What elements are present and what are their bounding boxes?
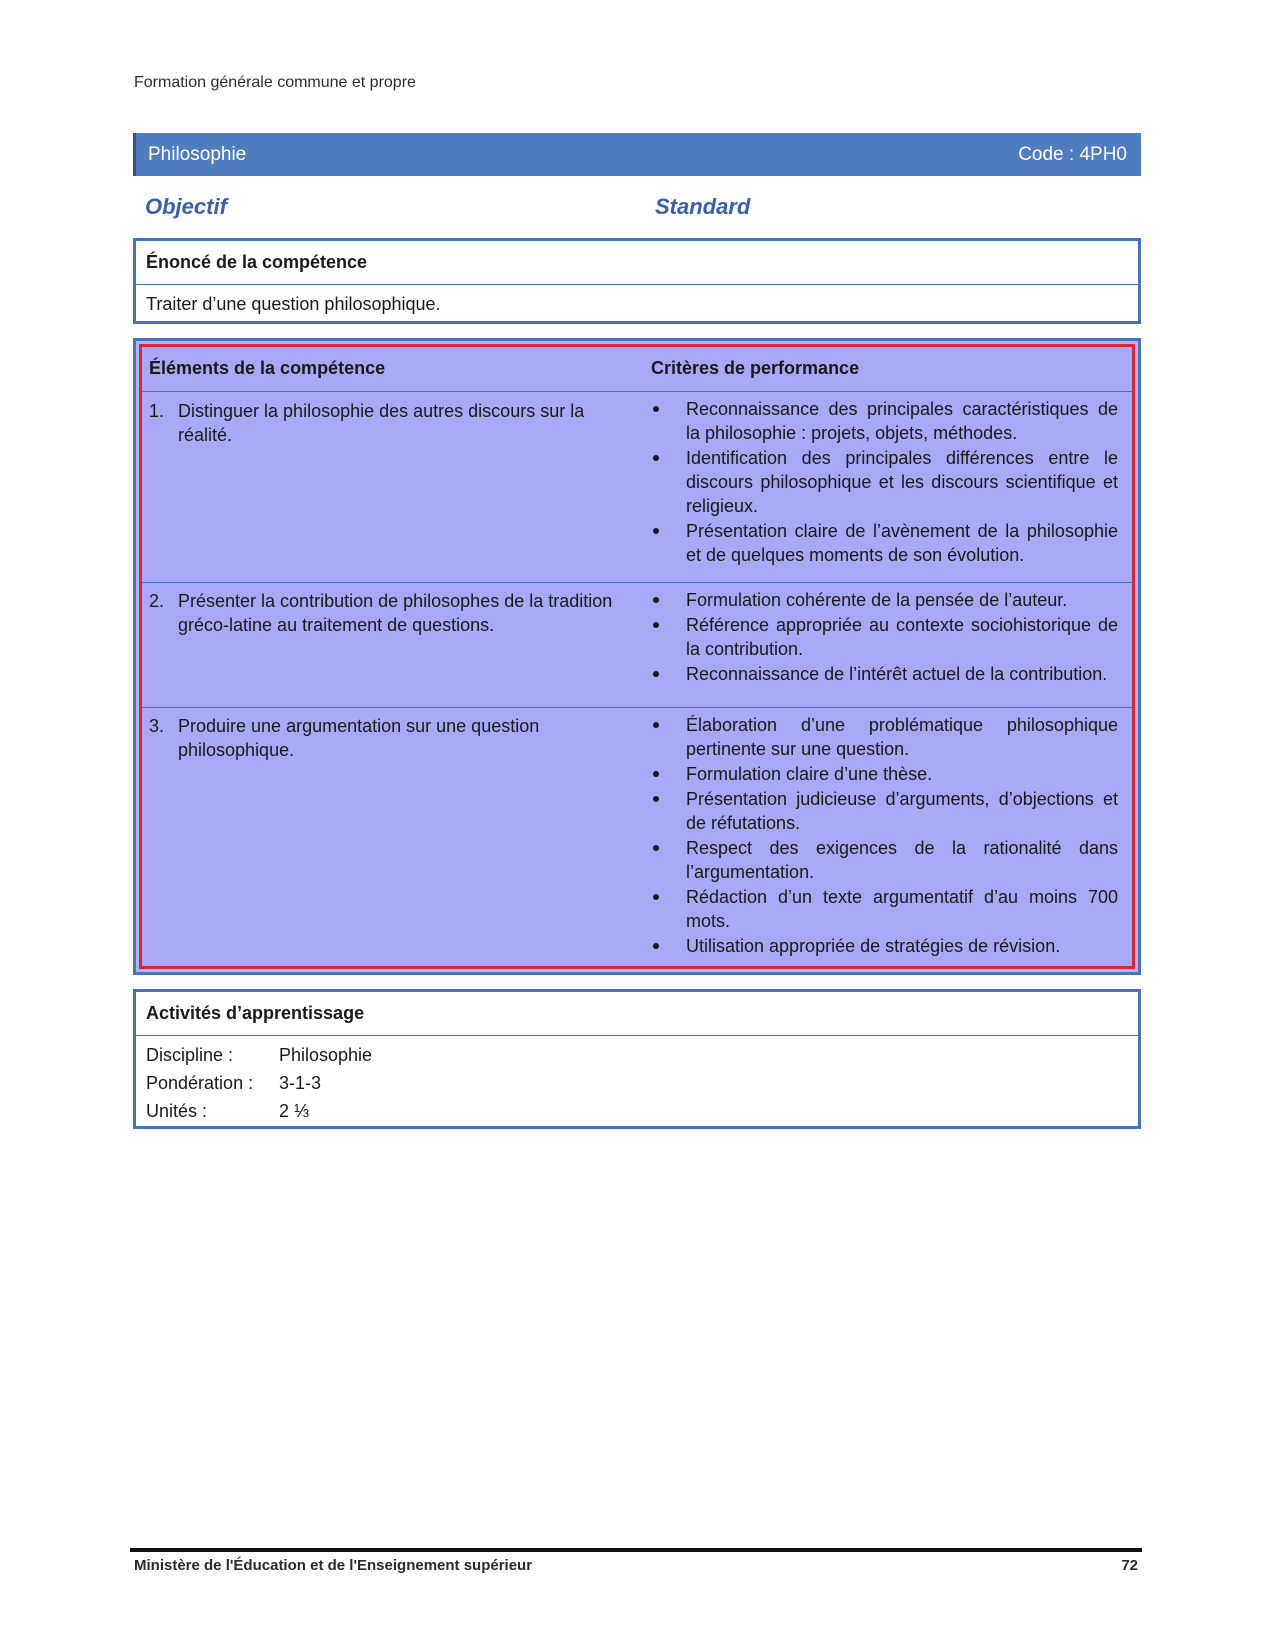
elements-table: [139, 344, 1135, 969]
unites-label: Unités :: [146, 1101, 208, 1121]
subject-title: Philosophie: [148, 143, 247, 165]
unites-value: 2 ⅓: [279, 1101, 310, 1121]
enonce-heading: Énoncé de la compétence: [136, 241, 1138, 285]
criterion-item: Identification des principales différences entre le discours philosophique et les discours scientifique et religieux.: [651, 446, 1118, 518]
bullet-icon: [653, 771, 659, 777]
page-footer: [134, 1557, 1138, 1574]
page-header: Formation générale commune et propre: [134, 74, 416, 91]
elements-heading: Éléments de la compétence: [149, 358, 386, 378]
bullet-icon: [653, 722, 659, 728]
criterion-item: Reconnaissance de l’intérêt actuel de la contribution.: [651, 662, 1118, 686]
page-number: 72: [1121, 1557, 1138, 1574]
element-text: Produire une argumentation sur une question philosophique.: [178, 716, 540, 760]
footer-ministry: Ministère de l'Éducation et de l'Enseignement supérieur: [134, 1557, 533, 1574]
bullet-icon: [653, 455, 659, 461]
bullet-icon: [653, 943, 659, 949]
criterion-item: Présentation judicieuse d’arguments, d’objections et de réfutations.: [651, 787, 1118, 835]
standard-label: Standard: [655, 194, 751, 219]
criterion-item: Formulation claire d’une thèse.: [651, 762, 1118, 786]
ponderation-value: 3-1-3: [279, 1073, 322, 1093]
element-number: 3.: [149, 716, 165, 736]
criteria-list: [651, 713, 1118, 959]
element-number: 2.: [149, 591, 165, 611]
enonce-text: Traiter d’une question philosophique.: [146, 293, 441, 314]
bullet-icon: [653, 406, 659, 412]
unites-line: [146, 1101, 310, 1122]
criterion-item: Reconnaissance des principales caractéristiques de la philosophie : projets, objets, méthodes.: [651, 397, 1118, 445]
footer-divider: [130, 1548, 1142, 1552]
objectif-label: Objectif: [145, 194, 227, 219]
activites-box: [133, 989, 1141, 1129]
discipline-label: Discipline :: [146, 1045, 234, 1065]
element-row: [142, 583, 1132, 708]
enonce-box: [133, 238, 1141, 324]
elements-header: [142, 347, 1132, 392]
criterion-item: Référence appropriée au contexte sociohistorique de la contribution.: [651, 613, 1118, 661]
bullet-icon: [653, 622, 659, 628]
element-text: Présenter la contribution de philosophes de la tradition gréco-latine au traitement de questions.: [178, 591, 613, 635]
activites-heading: Activités d’apprentissage: [136, 992, 1138, 1036]
title-bar: [133, 133, 1141, 176]
bullet-icon: [653, 894, 659, 900]
course-code: Code : 4PH0: [1018, 143, 1127, 165]
ponderation-label: Pondération :: [146, 1073, 254, 1093]
bullet-icon: [653, 671, 659, 677]
criteria-list: [651, 588, 1118, 687]
criteria-heading: Critères de performance: [651, 358, 860, 378]
element-row: [142, 708, 1132, 956]
bullet-icon: [653, 597, 659, 603]
discipline-value: Philosophie: [279, 1045, 373, 1065]
criterion-item: Rédaction d’un texte argumentatif d’au moins 700 mots.: [651, 885, 1118, 933]
bullet-icon: [653, 796, 659, 802]
criterion-item: Formulation cohérente de la pensée de l’auteur.: [651, 588, 1118, 612]
ponderation-line: [146, 1073, 322, 1094]
criterion-item: Présentation claire de l’avènement de la philosophie et de quelques moments de son évolution.: [651, 519, 1118, 567]
bullet-icon: [653, 528, 659, 534]
elements-box: [133, 338, 1141, 975]
criterion-item: Respect des exigences de la rationalité dans l’argumentation.: [651, 836, 1118, 884]
element-number: 1.: [149, 401, 165, 421]
element-row: [142, 391, 1132, 583]
element-text: Distinguer la philosophie des autres discours sur la réalité.: [178, 401, 585, 445]
objectif-standard-row: [145, 194, 765, 220]
bullet-icon: [653, 845, 659, 851]
criterion-item: Utilisation appropriée de stratégies de révision.: [651, 934, 1118, 958]
criteria-list: [651, 397, 1118, 568]
discipline-line: [146, 1045, 373, 1066]
criterion-item: Élaboration d’une problématique philosophique pertinente sur une question.: [651, 713, 1118, 761]
